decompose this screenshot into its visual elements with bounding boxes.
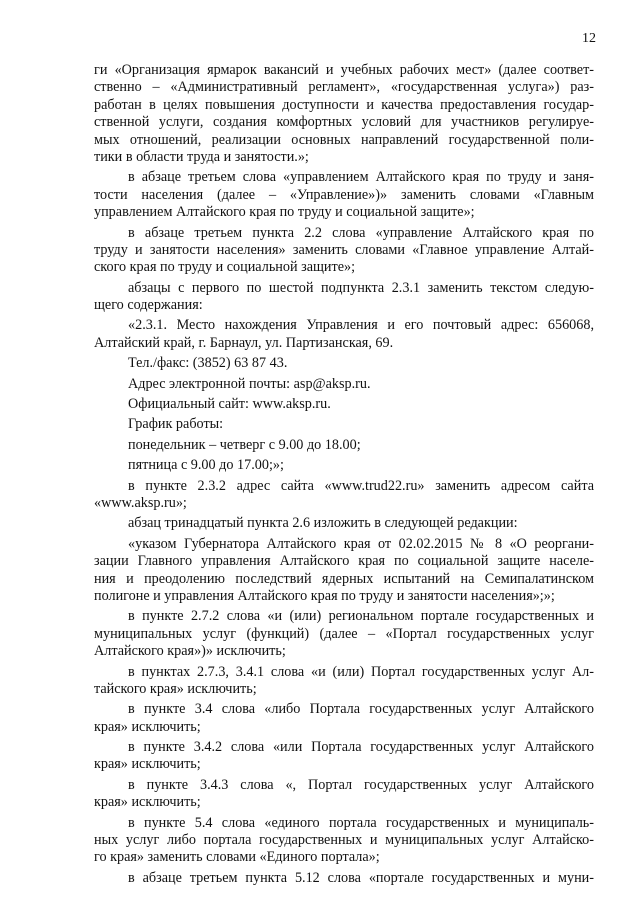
text-line: ных услуг либо портала государственных и муниципальных услуг Алтайско- bbox=[94, 832, 594, 849]
text-line: ния и преодолению последствий ядерных испытаний на Семипалатинском bbox=[94, 570, 594, 587]
text-line: тайского края» исключить; bbox=[94, 680, 257, 697]
text-line: труду и занятости населения» заменить словами «Главное управление Алтай- bbox=[94, 241, 594, 258]
text-line: «указом Губернатора Алтайского края от 02.02.2015 № 8 «О реоргани- bbox=[128, 535, 594, 552]
text-line: абзац тринадцатый пункта 2.6 изложить в следующей редакции: bbox=[128, 515, 518, 532]
text-line: Адрес электронной почты: asp@aksp.ru. bbox=[128, 375, 371, 392]
text-line: в абзаце третьем слова «управлением Алтайского края по труду и заня- bbox=[128, 169, 594, 186]
text-line: абзацы с первого по шестой подпункта 2.3.1 заменить текстом следую- bbox=[128, 279, 594, 296]
paragraph bbox=[94, 396, 594, 413]
text-line: муниципальных услуг (функций) (далее – «Портал государственных услуг bbox=[94, 625, 594, 642]
text-line: ги «Организация ярмарок вакансий и учебных рабочих мест» (далее соответ- bbox=[94, 62, 594, 78]
paragraph bbox=[94, 739, 594, 774]
text-line: мых отношений, реализации основных направлений государственной поли- bbox=[94, 131, 594, 148]
text-line: го края» заменить словами «Единого портала»; bbox=[94, 849, 380, 866]
paragraph bbox=[94, 608, 594, 660]
text-line: в пункте 2.7.2 слова «и (или) региональном портале государственных и bbox=[128, 608, 594, 625]
paragraph bbox=[94, 815, 594, 867]
paragraph bbox=[94, 225, 594, 277]
paragraph bbox=[94, 478, 594, 513]
paragraph bbox=[94, 280, 594, 315]
text-line: управлением Алтайского края по труду и социальной защите»; bbox=[94, 204, 475, 221]
text-line: в пунктах 2.7.3, 3.4.1 слова «и (или) Портал государственных услуг Ал- bbox=[128, 663, 594, 680]
text-line: Официальный сайт: www.aksp.ru. bbox=[128, 396, 331, 413]
text-line: тики в области труда и занятости.»; bbox=[94, 148, 309, 165]
paragraph bbox=[94, 664, 594, 699]
paragraph bbox=[94, 457, 594, 474]
text-line: ственной услуги, создания комфортных условий для участников регулируе- bbox=[94, 114, 594, 131]
text-line: в пункте 3.4.2 слова «или Портала государственных услуг Алтайского bbox=[128, 739, 594, 756]
text-line: в пункте 5.4 слова «единого портала государственных и муниципаль- bbox=[128, 814, 594, 831]
text-line: ского края по труду и социальной защите»; bbox=[94, 259, 356, 276]
paragraph bbox=[94, 355, 594, 372]
paragraph bbox=[94, 62, 594, 166]
document-body bbox=[94, 62, 594, 890]
text-line: в пункте 3.4.3 слова «, Портал государственных услуг Алтайского bbox=[128, 776, 594, 793]
text-line: в пункте 2.3.2 адрес сайта «www.trud22.ru» заменить адресом сайта bbox=[128, 477, 594, 494]
text-line: края» исключить; bbox=[94, 718, 201, 735]
paragraph bbox=[94, 536, 594, 606]
text-line: ственно – «Административный регламент», «государственная услуга») раз- bbox=[94, 79, 594, 96]
paragraph bbox=[94, 870, 594, 887]
paragraph bbox=[94, 701, 594, 736]
paragraph bbox=[94, 515, 594, 532]
paragraph bbox=[94, 437, 594, 454]
text-line: «www.aksp.ru»; bbox=[94, 494, 187, 511]
text-line: Тел./факс: (3852) 63 87 43. bbox=[128, 355, 288, 372]
text-line: Алтайского края»)» исключить; bbox=[94, 643, 286, 660]
page-number: 12 bbox=[582, 31, 596, 46]
paragraph bbox=[94, 169, 594, 221]
text-line: Алтайский край, г. Барнаул, ул. Партизанская, 69. bbox=[94, 334, 394, 351]
text-line: полигоне и управления Алтайского края по труду и занятости населения»;»; bbox=[94, 587, 555, 604]
paragraph bbox=[94, 416, 594, 433]
text-line: «2.3.1. Место нахождения Управления и его почтовый адрес: 656068, bbox=[128, 317, 594, 334]
text-line: края» исключить; bbox=[94, 756, 201, 773]
paragraph bbox=[94, 317, 594, 352]
paragraph bbox=[94, 777, 594, 812]
text-line: щего содержания: bbox=[94, 297, 203, 314]
text-line: в пункте 3.4 слова «либо Портала государственных услуг Алтайского bbox=[128, 701, 594, 718]
text-line: понедельник – четверг с 9.00 до 18.00; bbox=[128, 436, 361, 453]
text-line: График работы: bbox=[128, 416, 224, 433]
text-line: пятница с 9.00 до 17.00;»; bbox=[128, 457, 284, 474]
text-line: зации Главного управления Алтайского края по социальной защите населе- bbox=[94, 553, 594, 570]
text-line: тости населения (далее – «Управление»)» заменить словами «Главным bbox=[94, 186, 594, 203]
paragraph bbox=[94, 376, 594, 393]
text-line: работан в целях повышения доступности и качества предоставления государ- bbox=[94, 96, 594, 113]
text-line: в абзаце третьем пункта 2.2 слова «управление Алтайского края по bbox=[128, 224, 594, 241]
text-line: в абзаце третьем пункта 5.12 слова «портале государственных и муни- bbox=[128, 869, 594, 886]
text-line: края» исключить; bbox=[94, 794, 201, 811]
